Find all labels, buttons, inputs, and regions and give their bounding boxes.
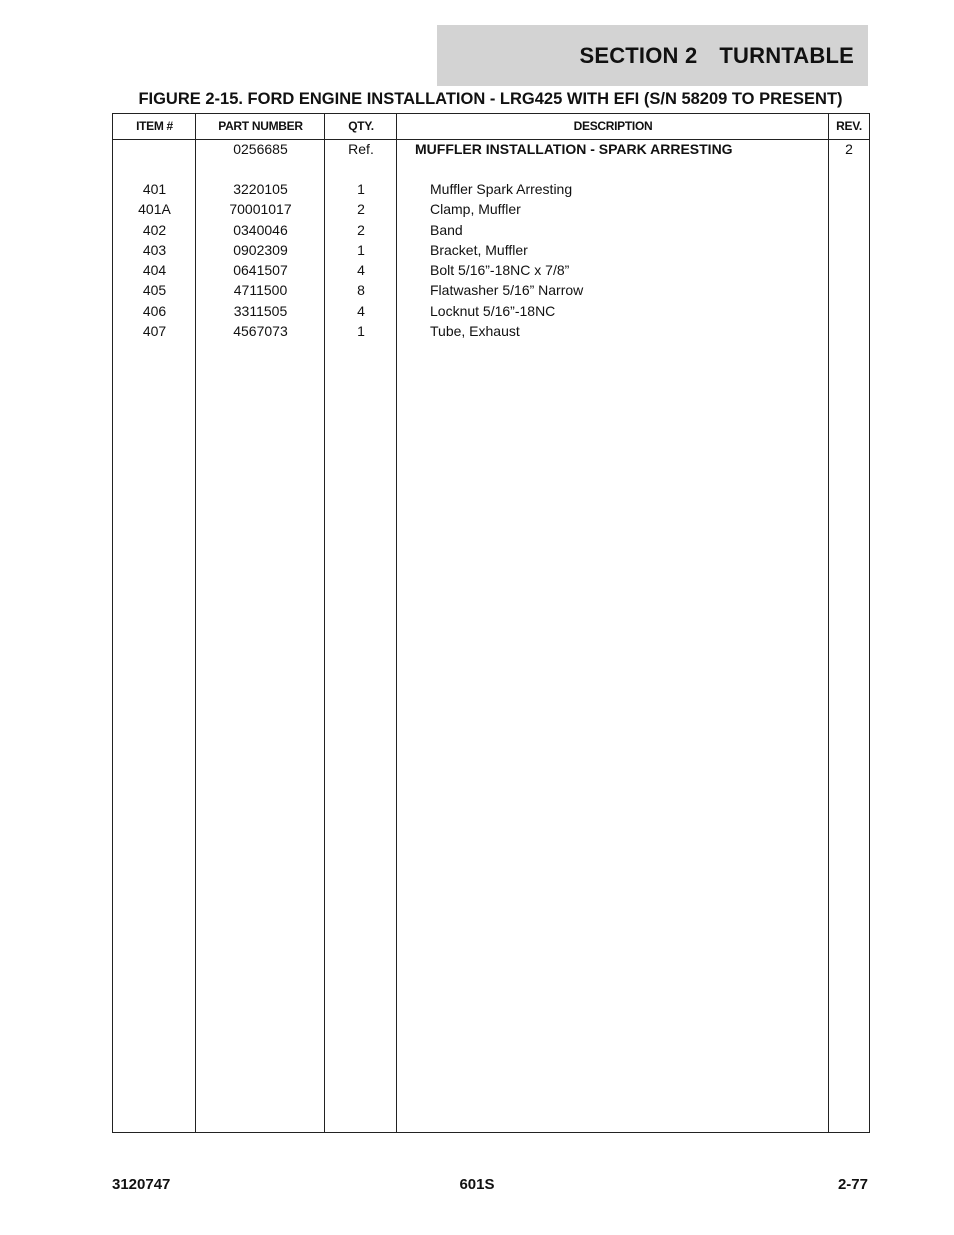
figure-title: FIGURE 2-15. FORD ENGINE INSTALLATION - LRG425 WITH EFI (S/N 58209 TO PRESENT) [138,90,843,108]
part-number: 70001017 [229,201,292,217]
header-qty: QTY. [348,119,374,133]
revision: 2 [845,141,853,157]
quantity: Ref. [348,141,374,157]
quantity: 4 [357,303,365,319]
header-part-number: PART NUMBER [218,119,303,133]
description: Muffler Spark Arresting [430,181,573,197]
part-number: 0641507 [233,262,288,278]
table-row [113,199,869,219]
description: Locknut 5/16”-18NC [430,303,556,319]
item-number: 404 [142,262,167,278]
part-number: 3311505 [233,303,288,319]
part-number: 0902309 [233,242,288,258]
header-description: DESCRIPTION [573,119,653,133]
table-row [113,280,869,300]
quantity: 2 [357,201,365,217]
part-number: 4711500 [233,282,288,298]
table-header [113,114,869,140]
table-row [113,139,869,159]
quantity: 4 [357,262,365,278]
description: Band [430,222,463,238]
quantity: 1 [357,181,365,197]
header-rev: REV. [836,119,862,133]
item-number: 403 [142,242,167,258]
part-number: 0256685 [233,141,288,157]
item-number: 405 [142,282,167,298]
quantity: 2 [357,222,365,238]
item-number: 406 [142,303,167,319]
description: Bolt 5/16”-18NC x 7/8” [430,262,570,278]
table-row [113,321,869,341]
table-row [113,179,869,199]
part-number: 4567073 [233,323,288,339]
section-title: TURNTABLE [719,42,854,68]
item-number: 401A [138,201,171,217]
footer-model: 601S [459,1176,495,1193]
table-row [113,220,869,240]
part-number: 3220105 [233,181,288,197]
quantity: 1 [357,242,365,258]
description: Flatwasher 5/16” Narrow [430,282,584,298]
quantity: 1 [357,323,365,339]
table-row [113,301,869,321]
part-number: 0340046 [233,222,288,238]
quantity: 8 [357,282,365,298]
description: Tube, Exhaust [430,323,520,339]
description: Clamp, Muffler [430,201,521,217]
section-banner [437,25,868,86]
item-number: 402 [142,222,167,238]
description: Bracket, Muffler [430,242,528,258]
table-row [113,260,869,280]
item-number: 407 [142,323,167,339]
item-number: 401 [142,181,167,197]
table-row [113,240,869,260]
section-number: SECTION 2 [579,42,698,68]
footer-page-number: 2-77 [837,1176,868,1193]
header-item: ITEM # [136,119,173,133]
description: MUFFLER INSTALLATION - SPARK ARRESTING [415,141,733,157]
footer-doc-number: 3120747 [112,1176,171,1193]
parts-table [112,113,870,1133]
